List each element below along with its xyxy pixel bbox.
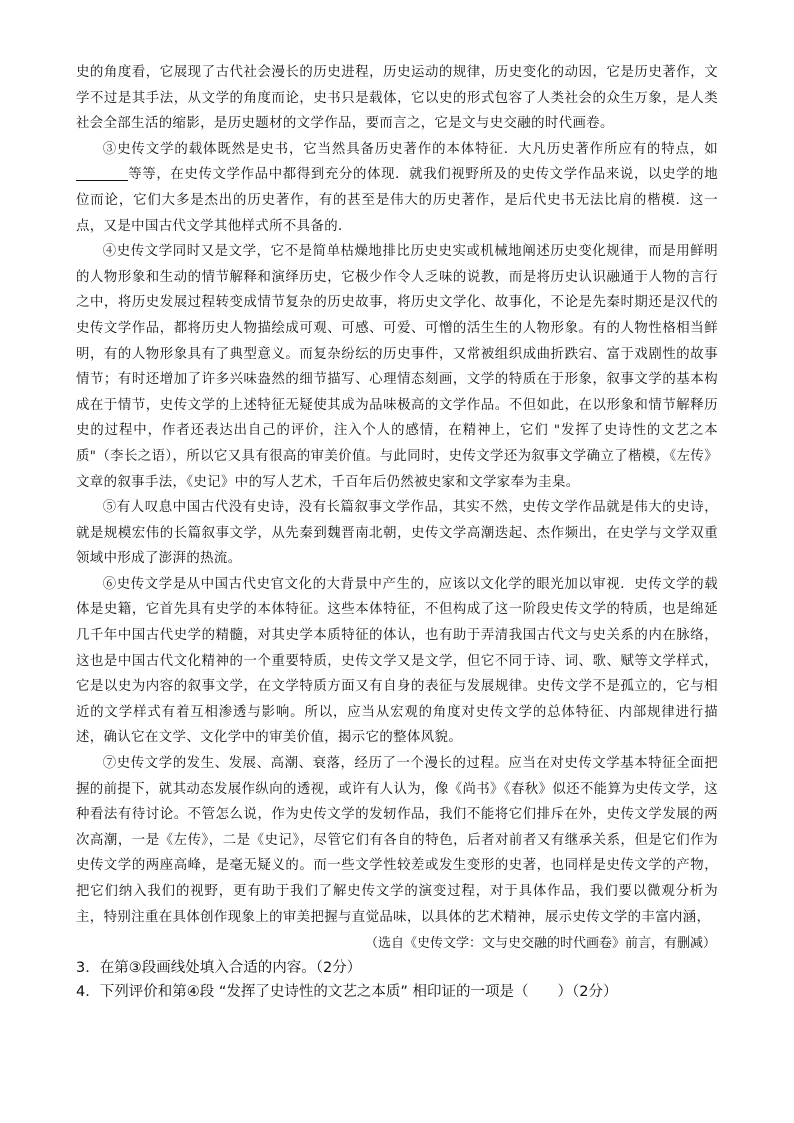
paragraph-intro: 史的角度看，它展现了古代社会漫长的历史进程，历史运动的规律，历史变化的动因，它是历史著作，文学不过是其手法，从文学的角度而论，史书只是载体，它以史的形式包容了人类社会的众生万象，是人类社会全部生活的缩影，是历史题材的文学作品，要而言之，它是文与史交融的时代画卷。 <box>76 65 718 132</box>
paragraph-6: ⑥史传文学是从中国古代史官文化的大背景中产生的，应该以文化学的眼光加以审视．史传文学的载体是史籍，它首先具有史学的本体特征。这些本体特征，不但构成了这一阶段史传文学的特质，也是绵延几千年中国古代史学的精髓，对其史学本质特征的体认，也有助于弄清我国古代文与史关系的内在脉络，这也是中国古代文化精神的一个重要特质，史传文学又是文学，但它不同于诗、词、歌、赋等文学样式，它是以史为内容的叙事文学，在文学特质方面又有自身的表征与发展规律。史传文学不是孤立的，它与相近的文学样式有着互相渗透与影响。所以，应当从宏观的角度对史传文学的总体特征、内部规律进行描述，确认它在文学、文化学中的审美价值，揭示它的整体风貌。 <box>76 576 718 746</box>
paragraph-3-after-blank: 等等，在史传文学作品中都得到充分的体现．就我们视野所及的史传文学作品来说，以史学的地位而论，它们大多是杰出的历史著作，有的甚至是伟大的历史著作，是后代史书无法比肩的楷模．这一点，又是中国古代文学其他样式所不具备的． <box>76 167 718 234</box>
article-body <box>76 60 718 1004</box>
paragraph-3 <box>76 137 718 239</box>
fill-in-blank-line <box>76 179 128 181</box>
question-3: 3．在第③段画线处填入合适的内容。（2分） <box>76 960 362 977</box>
paragraph-4: ④史传文学同时又是文学，它不是简单枯燥地排比历史史实或机械地阐述历史变化规律，而是用鲜明的人物形象和生动的情节解释和演绎历史，它极少作令人乏味的说教，而是将历史认识融通于人物的言行之中，将历史发展过程转变成情节复杂的历史故事，将历史文学化、故事化，不论是先秦时期还是汉代的史传文学作品，都将历史人物描绘成可观、可感、可爱、可憎的活生生的人物形象。有的人物性格相当鲜明，有的人物形象具有了典型意义。而复杂纷纭的历史事件，又常被组织成曲折跌宕、富于戏剧性的故事情节；有时还增加了许多兴味盎然的细节描写、心理情态刻画，文学的特质在于形象，叙事文学的基本构成在于情节，史传文学的上述特征无疑使其成为品味极高的文学作品。不但如此，在以形象和情节解释历史的过程中，作者还表达出自己的评价，注入个人的感情，在精神上，它们 "发挥了史诗性的文艺之本质"（李长之语），所以它又具有很高的审美价值。与此同时，史传文学还为叙事文学确立了楷模，《左传》文章的叙事手法，《史记》中的写人艺术，千百年后仍然被史家和文学家奉为圭臬。 <box>76 244 718 490</box>
paragraph-5: ⑤有人叹息中国古代没有史诗，没有长篇叙事文学作品，其实不然，史传文学作品就是伟大的史诗，就是规模宏伟的长篇叙事文学，从先秦到魏晋南北朝，史传文学高潮迭起、杰作频出，在史学与文学双重领域中形成了澎湃的热流。 <box>76 500 718 567</box>
paragraph-7: ⑦史传文学的发生、发展、高潮、衰落，经历了一个漫长的过程。应当在对史传文学基本特征全面把握的前提下，就其动态发展作纵向的透视，或许有人认为，像《尚书》《春秋》似还不能算为史传文学，这种看法有待讨论。不管怎么说，作为史传文学的发轫作品，我们不能将它们排斥在外，史传文学发展的两次高潮，一是《左传》，二是《史记》，尽管它们有各自的特色，后者对前者又有继承关系，但是它们作为史传文学的两座高峰，是毫无疑义的。而一些文学性较差或发生变形的史著，也同样是史传文学的产物，把它们纳入我们的视野，更有助于我们了解史传文学的演变过程，对于具体作品，我们要以微观分析为主，特别注重在具体创作现象上的审美把握与直觉品味，以具体的艺术精神，展示史传文学的丰富内涵， <box>76 756 718 925</box>
source-citation: （选自《史传文学：文与史交融的时代画卷》前言，有删减） <box>364 936 716 952</box>
paragraph-3-before-blank: ③史传文学的载体既然是史书，它当然具备历史著作的本体特征．大凡历史著作所应有的特点，如 <box>102 141 718 157</box>
question-4: 4．下列评价和第④段 “发挥了史诗性的文艺之本质” 相印证的一项是（ ）（2分） <box>76 984 618 1001</box>
